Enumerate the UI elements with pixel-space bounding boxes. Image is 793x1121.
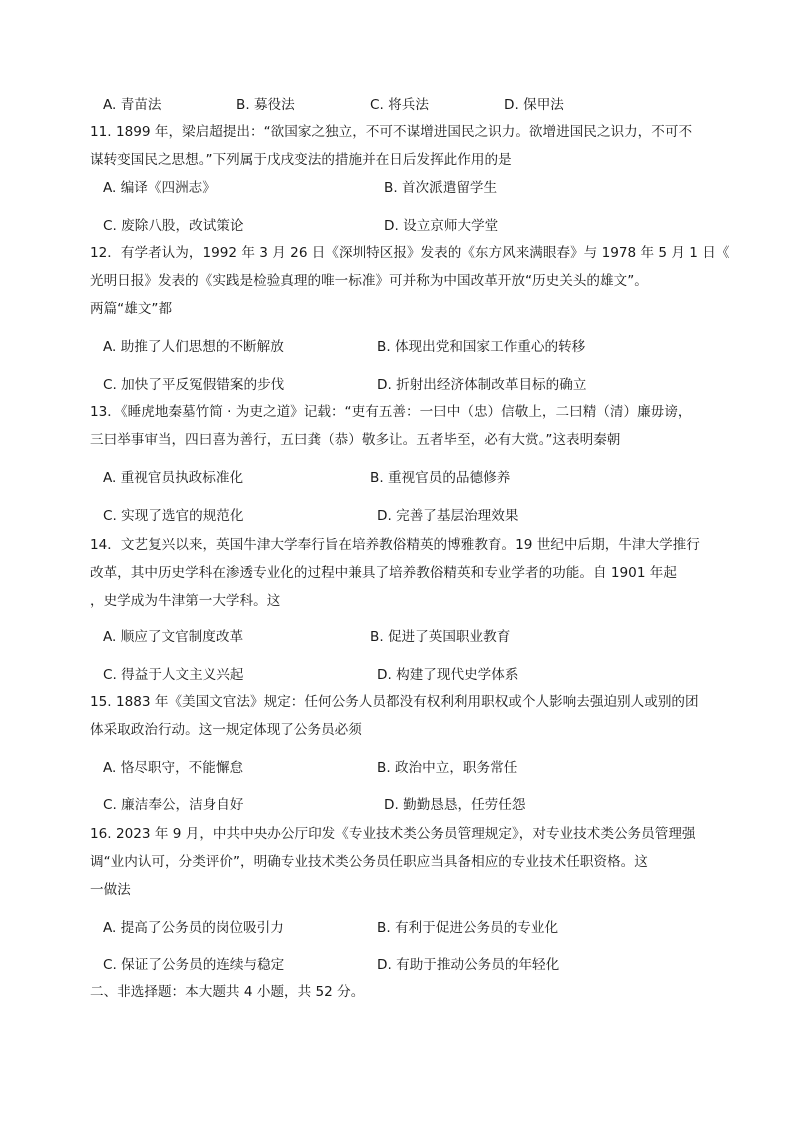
q15-option-c: C. 廉洁奉公，洁身自好 <box>103 797 244 813</box>
q16-option-a: A. 提高了公务员的岗位吸引力 <box>103 920 284 936</box>
q16-option-b: B. 有利于促进公务员的专业化 <box>377 920 559 936</box>
q12-stem-line-1: 12．有学者认为，1992 年 3 月 26 日《深圳特区报》发表的《东方风来满眼春》与 1978 年 5 月 1 日《 <box>90 245 730 261</box>
q15-stem-line-1: 15. 1883 年《美国文官法》规定：任何公务人员都没有权利利用职权或个人影响去强迫别人或别的团 <box>90 694 699 710</box>
q13-option-d: D. 完善了基层治理效果 <box>377 508 519 524</box>
q13-stem-line-1: 13．《睡虎地秦墓竹简 · 为吏之道》记载：“吏有五善：一曰中（忠）信敬上，二曰精（清）廉毋谤， <box>90 404 692 420</box>
q15-option-d: D. 勤勤恳恳，任劳任怨 <box>384 797 526 813</box>
q13-option-a: A. 重视官员执政标准化 <box>103 470 244 486</box>
q14-option-b: B. 促进了英国职业教育 <box>370 629 511 645</box>
q10-option-d: D. 保甲法 <box>504 97 564 113</box>
q11-stem-line-1: 11. 1899 年，梁启超提出：“欲国家之独立，不可不谋增进国民之识力。欲增进国民之识力，不可不 <box>90 124 693 140</box>
q12-stem-line-2: 光明日报》发表的《实践是检验真理的唯一标准》可并称为中国改革开放“历史关头的雄文”。 <box>90 273 648 289</box>
q11-option-c: C. 废除八股，改试策论 <box>103 218 244 234</box>
q11-option-b: B. 首次派遣留学生 <box>384 180 498 196</box>
q15-option-b: B. 政治中立，职务常任 <box>377 760 518 776</box>
q11-option-a: A. 编译《四洲志》 <box>103 180 216 196</box>
q15-option-a: A. 恪尽职守，不能懈怠 <box>103 760 244 776</box>
q16-stem-line-2: 调“业内认可，分类评价”，明确专业技术类公务员任职应当具备相应的专业技术任职资格。这 <box>90 854 648 870</box>
q16-stem-line-3: 一做法 <box>90 882 131 898</box>
q14-option-c: C. 得益于人文主义兴起 <box>103 667 244 683</box>
q11-option-d: D. 设立京师大学堂 <box>384 218 499 234</box>
q16-stem-line-1: 16. 2023 年 9 月，中共中央办公厅印发《专业技术类公务员管理规定》，对专业技术类公务员管理强 <box>90 826 696 842</box>
q14-stem-line-2: 改革，其中历史学科在渗透专业化的过程中兼具了培养教俗精英和专业学者的功能。自 1901 年起 <box>90 565 677 581</box>
q12-option-a: A. 助推了人们思想的不断解放 <box>103 339 284 355</box>
q12-option-c: C. 加快了平反冤假错案的步伐 <box>103 377 285 393</box>
q12-option-b: B. 体现出党和国家工作重心的转移 <box>377 339 586 355</box>
q10-option-a: A. 青苗法 <box>103 97 162 113</box>
section-heading: 二、非选择题：本大题共 4 小题，共 52 分。 <box>90 984 365 1000</box>
q10-option-c: C. 将兵法 <box>370 97 429 113</box>
q13-option-c: C. 实现了选官的规范化 <box>103 508 244 524</box>
q12-stem-line-3: 两篇“雄文”都 <box>90 301 173 317</box>
q16-option-c: C. 保证了公务员的连续与稳定 <box>103 957 285 973</box>
q11-stem-line-2: 谋转变国民之思想。”下列属于戊戌变法的措施并在日后发挥此作用的是 <box>90 152 512 168</box>
q14-option-a: A. 顺应了文官制度改革 <box>103 629 244 645</box>
q14-stem-line-1: 14．文艺复兴以来，英国牛津大学奉行旨在培养教俗精英的博雅教育。19 世纪中后期，牛津大学推行 <box>90 537 700 553</box>
q16-option-d: D. 有助于推动公务员的年轻化 <box>377 957 560 973</box>
q12-option-d: D. 折射出经济体制改革目标的确立 <box>377 377 587 393</box>
q15-stem-line-2: 体采取政治行动。这一规定体现了公务员必须 <box>90 722 362 738</box>
q14-option-d: D. 构建了现代史学体系 <box>377 667 519 683</box>
q13-stem-line-2: 三曰举事审当，四曰喜为善行，五曰龚（恭）敬多让。五者毕至，必有大赏。”这表明秦朝 <box>90 432 621 448</box>
q14-stem-line-3: ，史学成为牛津第一大学科。这 <box>90 593 281 609</box>
q13-option-b: B. 重视官员的品德修养 <box>370 470 511 486</box>
q10-option-b: B. 募役法 <box>236 97 295 113</box>
